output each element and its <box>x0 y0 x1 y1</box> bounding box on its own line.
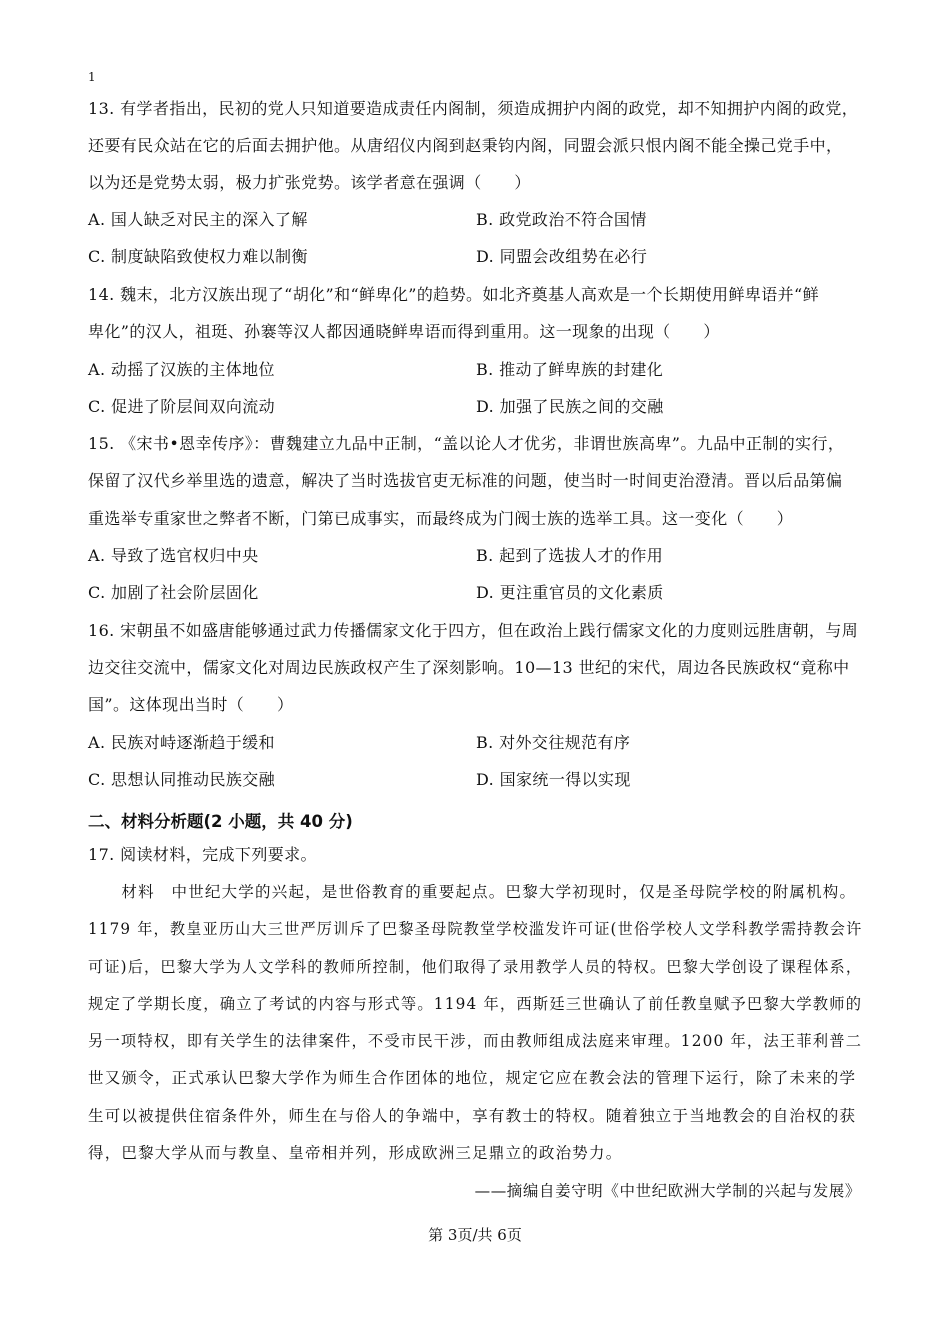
material-line-2: 1179 年，教皇亚历山大三世严厉训斥了巴黎圣母院教堂学校滥发许可证(世俗学校人文学科教学需持教会许 <box>88 920 863 938</box>
q15-text-line-3: 重选举专重家世之弊者不断，门第已成事实，而最终成为门阀士族的选举工具。这一变化（ ） <box>88 509 794 528</box>
material-line-6: 世又颁令，正式承认巴黎大学作为师生合作团体的地位，规定它应在教会法的管理下运行，除了未来的学 <box>88 1069 857 1087</box>
material-line-3: 可证)后，巴黎大学为人文学科的教师所控制，他们取得了录用教学人员的特权。巴黎大学创设了课程体系， <box>88 958 863 976</box>
q15-text-line-1: 15. 《宋书•恩幸传序》：曹魏建立九品中正制，“盖以论人才优劣，非谓世族高卑”。九品中正制的实行， <box>88 434 845 453</box>
q16-text-line-3: 国”。这体现出当时（ ） <box>88 695 294 714</box>
q16-text-line-1: 16. 宋朝虽不如盛唐能够通过武力传播儒家文化于四方，但在政治上践行儒家文化的力度则远胜唐朝，与周 <box>88 621 859 640</box>
q14-option-b: B. 推动了鲜卑族的封建化 <box>476 360 664 379</box>
page-footer: 第 3页/共 6页 <box>428 1226 522 1244</box>
q16-option-c: C. 思想认同推动民族交融 <box>88 770 276 789</box>
material-line-7: 生可以被提供住宿条件外，师生在与俗人的争端中，享有教士的特权。随着独立于当地教会的自治权的获 <box>88 1107 857 1125</box>
q14-option-d: D. 加强了民族之间的交融 <box>476 397 664 416</box>
q13-option-b: B. 政党政治不符合国情 <box>476 210 647 229</box>
material-line-5: 另一项特权，即有关学生的法律案件，不受市民干涉，而由教师组成法庭来审理。1200 年，法王菲利普二 <box>88 1032 863 1050</box>
q16-option-b: B. 对外交往规范有序 <box>476 733 631 752</box>
q14-option-a: A. 动摇了汉族的主体地位 <box>88 360 275 379</box>
q16-option-d: D. 国家统一得以实现 <box>476 770 631 789</box>
material-line-1: 材料 中世纪大学的兴起，是世俗教育的重要起点。巴黎大学初现时，仅是圣母院学校的附属机构。 <box>88 883 857 901</box>
q13-text-line-1: 13. 有学者指出，民初的党人只知道要造成责任内阁制，须造成拥护内阁的政党，却不知拥护内阁的政党， <box>88 99 859 118</box>
q14-text-line-1: 14. 魏末，北方汉族出现了“胡化”和“鲜卑化”的趋势。如北齐奠基人高欢是一个长期使用鲜卑语并“鲜 <box>88 285 820 304</box>
page-marker: 1 <box>88 70 96 84</box>
material-line-8: 得，巴黎大学从而与教皇、皇帝相并列，形成欧洲三足鼎立的政治势力。 <box>88 1144 623 1162</box>
material-source: ——摘编自姜守明《中世纪欧洲大学制的兴起与发展》 <box>474 1182 861 1200</box>
q13-option-d: D. 同盟会改组势在必行 <box>476 247 648 266</box>
q13-text-line-2: 还要有民众站在它的后面去拥护他。从唐绍仪内阁到赵秉钧内阁，同盟会派只恨内阁不能全操己党手中， <box>88 136 843 155</box>
section-title: 二、材料分析题(2 小题，共 40 分) <box>88 812 353 831</box>
q13-option-c: C. 制度缺陷致使权力难以制衡 <box>88 247 308 266</box>
q13-text-line-3: 以为还是党势太弱，极力扩张党势。该学者意在强调（ ） <box>88 173 531 192</box>
q15-text-line-2: 保留了汉代乡举里选的遗意，解决了当时选拔官吏无标准的问题，使当时一时间吏治澄清。晋以后品第偏 <box>88 471 843 490</box>
material-line-4: 规定了学期长度，确立了考试的内容与形式等。1194 年，西斯廷三世确认了前任教皇赋予巴黎大学教师的 <box>88 995 863 1013</box>
q16-text-line-2: 边交往交流中，儒家文化对周边民族政权产生了深刻影响。10—13 世纪的宋代，周边各民族政权“竟称中 <box>88 658 850 677</box>
q13-option-a: A. 国人缺乏对民主的深入了解 <box>88 210 308 229</box>
q17-intro: 17. 阅读材料，完成下列要求。 <box>88 845 317 864</box>
q15-option-a: A. 导致了选官权归中央 <box>88 546 259 565</box>
q14-text-line-2: 卑化”的汉人，祖珽、孙褰等汉人都因通晓鲜卑语而得到重用。这一现象的出现（ ） <box>88 322 720 341</box>
q16-option-a: A. 民族对峙逐渐趋于缓和 <box>88 733 275 752</box>
q15-option-c: C. 加剧了社会阶层固化 <box>88 583 259 602</box>
q14-option-c: C. 促进了阶层间双向流动 <box>88 397 276 416</box>
q15-option-b: B. 起到了选拔人才的作用 <box>476 546 664 565</box>
q15-option-d: D. 更注重官员的文化素质 <box>476 583 664 602</box>
